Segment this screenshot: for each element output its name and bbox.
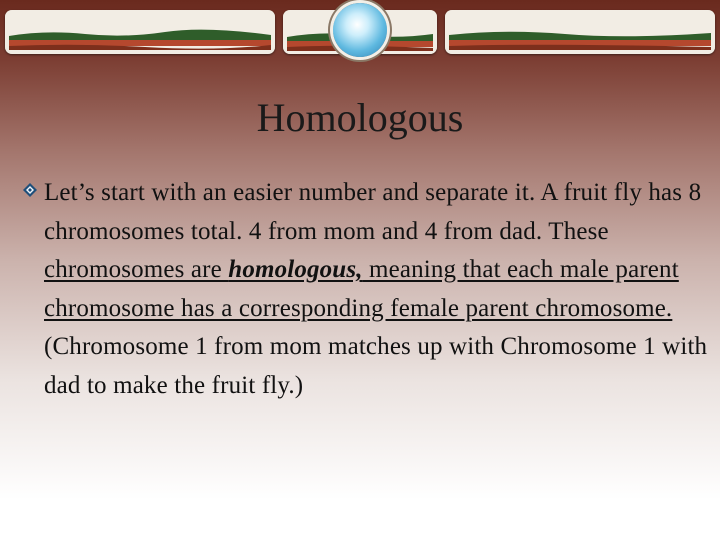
landscape-panel-left <box>5 10 275 54</box>
bullet-item <box>22 174 712 405</box>
bullet-text <box>44 174 712 405</box>
diamond-bullet-icon <box>22 174 44 405</box>
bullet-text-part1: Let’s start with an easier number and separate it. A fruit fly has 8 chromosomes total. 4 from mom and 4 from dad. These <box>44 179 702 245</box>
bullet-text-part5: (Chromosome 1 from mom matches up with Chromosome 1 with dad to make the fruit fly.) <box>44 333 708 399</box>
bullet-text-part2: chromosomes are <box>44 256 229 283</box>
landscape-panel-right <box>445 10 715 54</box>
bullet-text-part4: meaning that each male parent chromosome has a corresponding female parent chromosome. <box>44 256 679 322</box>
slide-content <box>22 174 712 405</box>
homologous-term: homologous, <box>228 256 363 283</box>
header-banner <box>0 0 720 70</box>
slide-title: Homologous <box>256 95 464 140</box>
globe-icon <box>333 3 387 57</box>
